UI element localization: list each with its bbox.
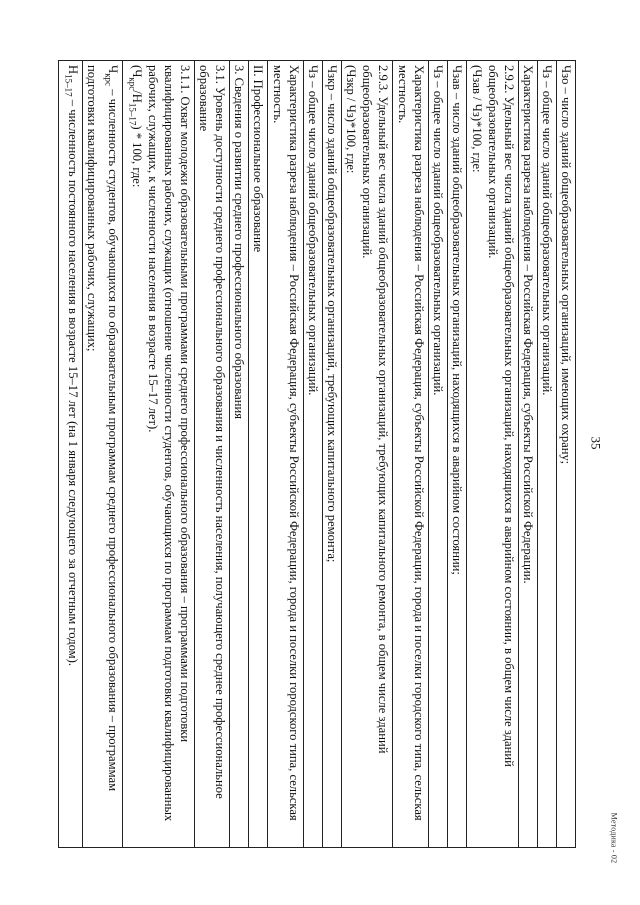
cell-text: Чзав – число зданий общеобразовательных организаций, находящихся в аварийном состоянии; [450, 65, 465, 575]
table-row [194, 61, 229, 848]
formula-text: (Чзкр / Чз)*100, где: [344, 65, 359, 174]
table-cell [342, 61, 393, 848]
table-row [556, 61, 575, 848]
table-row [230, 61, 249, 848]
section-heading: II. Профессиональное образование [251, 65, 266, 253]
cell-text: 3.1. Уровень доступности среднего профессионального образования и численность населения, получающего среднее профессиональное образование [197, 65, 228, 799]
cell-text: Чз – общее число зданий общеобразовательных организаций. [305, 65, 320, 396]
table-row [518, 61, 537, 848]
table-row [249, 61, 268, 848]
table-cell [537, 61, 556, 848]
table-cell [122, 61, 194, 848]
table-cell [556, 61, 575, 848]
table-cell [303, 61, 322, 848]
symbol: Н [65, 65, 80, 75]
cell-text: Характеристика разреза наблюдения – Российская Федерация, субъекты Российской Федерации. [520, 65, 535, 584]
table-cell [194, 61, 229, 848]
table-cell [82, 61, 122, 848]
table-row [428, 61, 447, 848]
document-table-container [58, 60, 576, 848]
cell-text: 2.9.2. Удельный вес числа зданий общеобразовательных организаций, находящихся в аварийном состоянии, в общем числе зданий общеобразовательных организаций. [485, 65, 516, 767]
table-row [59, 61, 83, 848]
cell-text: – численность постоянного населения в возрасте 15–17 лет (на 1 января следующего за отчетным годом). [65, 96, 80, 666]
table-row [342, 61, 393, 848]
table-cell [249, 61, 268, 848]
table-cell [230, 61, 249, 848]
table-cell [59, 61, 83, 848]
formula-subscript: 15–17 [127, 102, 138, 126]
cell-text: Характеристика разреза наблюдения – Российская Федерация, субъекты Российской Федерации, города и поселки городского типа, сельская местность. [395, 65, 426, 821]
symbol-subscript: крс [103, 73, 114, 87]
formula-part: (Ч [129, 65, 144, 78]
table-row [467, 61, 518, 848]
cell-text: Чз – общее число зданий общеобразовательных организаций. [539, 65, 554, 396]
cell-text: Чзкр – число зданий общеобразовательных организаций, требующих капитального ремонта; [325, 65, 340, 563]
table-row [303, 61, 322, 848]
cell-text: – численность студентов, обучающихся по образовательным программам среднего профессионального образования – программам подготовки квалифицированных рабочих, служащих; [85, 65, 120, 792]
cell-text: Чз – общее число зданий общеобразовательных организаций. [430, 65, 445, 396]
formula-subscript: крс [127, 77, 138, 91]
table-row [537, 61, 556, 848]
table-cell [428, 61, 447, 848]
methodology-table [58, 60, 576, 848]
table-row [447, 61, 466, 848]
table-row [122, 61, 194, 848]
table-cell [467, 61, 518, 848]
symbol: Ч [105, 65, 120, 74]
table-cell [518, 61, 537, 848]
table-row [322, 61, 341, 848]
footer-label: Методика - 02 [609, 812, 619, 864]
formula-part: /Н [129, 90, 144, 103]
table-row [393, 61, 428, 848]
table-row [82, 61, 122, 848]
table-row [268, 61, 303, 848]
table-cell [447, 61, 466, 848]
formula-text [127, 65, 144, 188]
cell-text: Характеристика разреза наблюдения – Российская Федерация, субъекты Российской Федерации, города и поселки городского типа, сельская местность. [270, 65, 301, 821]
page-number: 35 [588, 436, 604, 450]
cell-text: 2.9.3. Удельный вес числа зданий общеобразовательных организаций, требующих капитального ремонта, в общем числе зданий общеобразовательных организаций. [360, 65, 391, 754]
table-cell [268, 61, 303, 848]
cell-text: Чзо – число зданий общеобразовательных организаций, имеющих охрану; [559, 65, 573, 465]
cell-text: 3.1.1. Охват молодежи образовательными программами среднего профессионального образования – программами подготовки квалифицированных рабочих, служащих (отношение численности студентов, обучающихся по программам подготовки квалифицированных рабочих, служащих, к численности населения в возрасте 15–17 лет). [145, 65, 192, 822]
symbol-subscript: 15–17 [63, 74, 74, 97]
formula-text: (Чзав / Чз)*100, где: [469, 65, 484, 173]
formula-part: ) * 100, где: [129, 125, 144, 188]
rotated-table [58, 60, 576, 848]
section-heading: 3. Сведения о развитии среднего профессионального образования [232, 65, 247, 420]
table-cell [393, 61, 428, 848]
table-cell [322, 61, 341, 848]
